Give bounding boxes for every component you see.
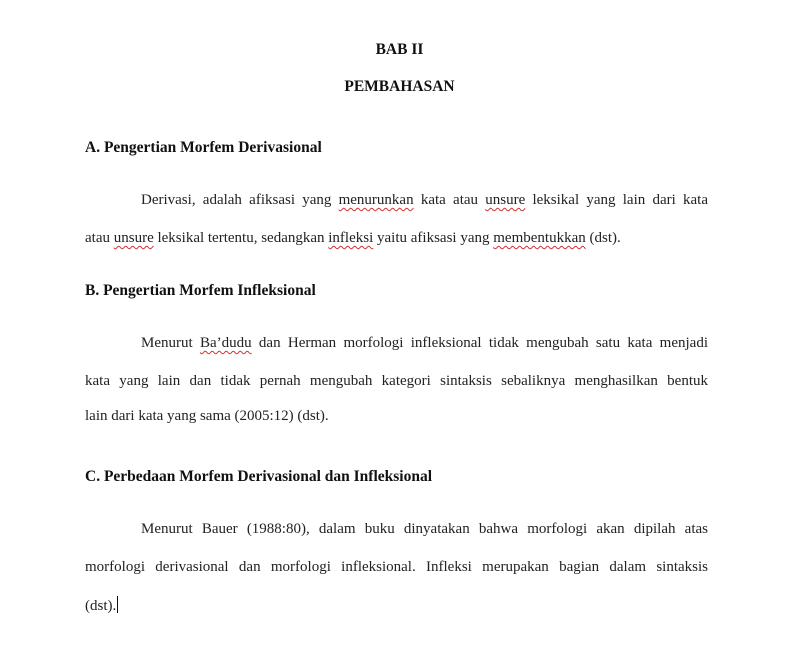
text-segment: Menurut: [141, 335, 200, 351]
chapter-title: PEMBAHASAN: [344, 78, 455, 95]
text-segment: kata atau: [413, 192, 486, 208]
text-segment: kata yang lain dan tidak pernah mengubah kategori sintaksis sebaliknya menghasilkan bentuk: [85, 373, 708, 389]
chapter-number: BAB II: [375, 41, 424, 58]
spelling-error-word[interactable]: unsure: [113, 230, 154, 246]
section-c-paragraph-line-3: [85, 596, 708, 615]
section-b-paragraph-line-1: [141, 334, 708, 352]
spelling-error-word[interactable]: unsure: [485, 192, 526, 208]
text-segment: yaitu afiksasi yang: [373, 230, 494, 246]
text-segment: lain dari kata yang sama (2005:12) (dst).: [85, 408, 329, 424]
section-a-paragraph-line-1: [141, 191, 708, 209]
section-b-paragraph-line-2: [85, 372, 708, 390]
text-segment: morfologi derivasional dan morfologi infleksional. Infleksi merupakan bagian dalam sintaksis: [85, 559, 708, 575]
spelling-error-word[interactable]: membentukkan: [493, 230, 586, 246]
text-segment: leksikal tertentu, sedangkan: [153, 230, 329, 246]
text-segment: leksikal yang lain dari kata: [525, 192, 709, 208]
section-c-paragraph-line-2: [85, 558, 708, 576]
text-cursor: [117, 596, 118, 613]
text-segment: atau: [85, 230, 114, 246]
text-segment: (dst).: [585, 230, 621, 246]
section-a-heading: A. Pengertian Morfem Derivasional: [85, 139, 322, 156]
text-segment: dan Herman morfologi infleksional tidak mengubah satu kata menjadi: [251, 335, 708, 351]
spelling-error-word[interactable]: infleksi: [328, 230, 374, 246]
section-c-heading: C. Perbedaan Morfem Derivasional dan Infleksional: [85, 468, 433, 485]
text-segment: Derivasi, adalah afiksasi yang: [141, 192, 339, 208]
section-b-heading: B. Pengertian Morfem Infleksional: [85, 282, 316, 299]
section-a-paragraph-line-2: [85, 229, 708, 247]
section-b-paragraph-line-3: [85, 407, 708, 425]
spelling-error-word[interactable]: menurunkan: [338, 192, 414, 208]
text-segment: (dst).: [85, 598, 117, 614]
section-c-paragraph-line-1: [141, 520, 708, 538]
text-segment: Menurut Bauer (1988:80), dalam buku dinyatakan bahwa morfologi akan dipilah atas: [141, 521, 708, 537]
spelling-error-word[interactable]: Ba’dudu: [199, 335, 252, 351]
